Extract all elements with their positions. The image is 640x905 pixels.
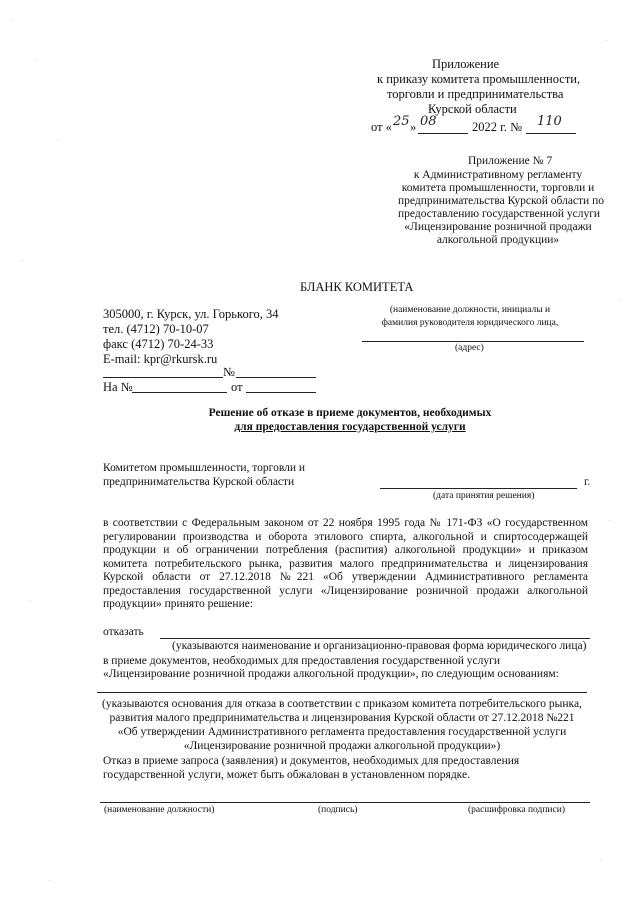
number-underline	[526, 133, 576, 134]
refuse-label: отказать	[103, 626, 144, 638]
address-label: (адрес)	[455, 343, 484, 353]
signature-line	[100, 802, 590, 803]
sender-address: 305000, г. Курск, ул. Горького, 34	[103, 307, 279, 321]
appendix7-line: алкогольной продукции»	[436, 234, 560, 246]
appendix7-line: «Лицензирование розничной продажи	[404, 221, 592, 233]
outgoing-number-line	[103, 377, 223, 378]
appendix7-line: предоставлению государственной услуги	[398, 208, 601, 220]
appendix7-line: к Административному регламенту	[413, 169, 583, 181]
appendix-year: 2022 г. №	[472, 120, 523, 134]
appeal-text: государственной услуги, может быть обжалован в установленном порядке.	[103, 769, 470, 781]
appendix7-line: предпринимательства Курской области по	[398, 195, 604, 207]
appeal-text: Отказ в приеме запроса (заявления) и документов, необходимых для предоставления	[103, 755, 520, 767]
decision-heading: для предоставления государственной услуги	[234, 421, 466, 433]
recipient-hint: фамилия руководителя юридического лица,	[381, 318, 559, 328]
handwritten-month: 08	[420, 114, 437, 129]
basis-paragraph: в соответствии с Федеральным законом от 22 ноября 1995 года № 171-ФЗ «О государственном регулировании производства и оборота этилового спирта, алкогольной и спиртосодержащей продукции и об ограничении потребления (распития) алкогольной продукции» и приказом комитета потребительского рынка, развития малого предпринимательства и лицензирования Курской области от 27.12.2018 №221 «Об утверждении Административного регламента предоставления государственной услуги «Лицензирование розничной продажи алкогольной продукции» принято решение:	[103, 517, 588, 610]
decision-heading: Решение об отказе в приеме документов, необходимых	[208, 407, 492, 419]
sender-email: E-mail: kpr@rkursk.ru	[103, 352, 218, 366]
from-label: от	[231, 380, 243, 394]
decision-date-label: (дата принятия решения)	[433, 491, 535, 501]
handwritten-number: 110	[537, 114, 562, 129]
refuse-hint: (указываются наименование и организационно-правовая форма юридического лица)	[172, 640, 587, 652]
grounds-line	[97, 692, 587, 693]
number-value-line	[236, 377, 316, 378]
appendix-date-prefix: от «	[371, 120, 392, 134]
grounds-hint: «Лицензирование розничной продажи алкогольной продукции»)	[183, 740, 501, 752]
refuse-text: в приеме документов, необходимых для предоставления государственной услуги	[103, 655, 500, 667]
signature-position-label: (наименование должности)	[104, 805, 215, 815]
recipient-line	[362, 341, 584, 342]
signature-sign-label: (подпись)	[318, 805, 358, 815]
appendix7-title: Приложение № 7	[468, 155, 553, 167]
committee-line: Комитетом промышленности, торговли и	[103, 462, 306, 474]
grounds-hint: «Об утверждении Административного регламента предоставления государственной услуги	[117, 726, 567, 738]
ref-number-line	[132, 392, 227, 393]
date-underline	[418, 133, 468, 134]
appendix7-line: комитета промышленности, торговли и	[401, 182, 595, 194]
handwritten-day: 25	[393, 114, 410, 129]
refuse-line	[160, 638, 590, 639]
appendix-title: Приложение	[432, 57, 500, 71]
appendix-date-mid: »	[410, 120, 417, 134]
form-title: БЛАНК КОМИТЕТА	[300, 280, 414, 294]
ref-date-line	[246, 392, 316, 393]
year-suffix: г.	[584, 476, 591, 488]
signature-decode-label: (расшифровка подписи)	[468, 805, 565, 815]
ref-label: На №	[103, 380, 133, 394]
decision-date-line	[380, 488, 577, 489]
sender-phone: тел. (4712) 70-10-07	[103, 322, 209, 336]
appendix-line: торговли и предпринимательства	[387, 87, 564, 101]
recipient-hint: (наименование должности, инициалы и	[389, 305, 551, 315]
number-label: №	[223, 365, 235, 379]
grounds-hint: (указываются основания для отказа в соответствии с приказом комитета потребительского рынка,	[102, 698, 582, 710]
appendix-line: к приказу комитета промышленности,	[377, 72, 581, 86]
committee-line: предпринимательства Курской области	[103, 476, 295, 488]
grounds-hint: развития малого предпринимательства и лицензирования Курской области от 27.12.2018 №221	[109, 712, 575, 724]
refuse-text: «Лицензирование розничной продажи алкогольной продукции», по следующим основаниям:	[103, 668, 559, 680]
appendix-line: Курской области	[428, 102, 517, 116]
sender-fax: факс (4712) 70-24-33	[103, 337, 214, 351]
